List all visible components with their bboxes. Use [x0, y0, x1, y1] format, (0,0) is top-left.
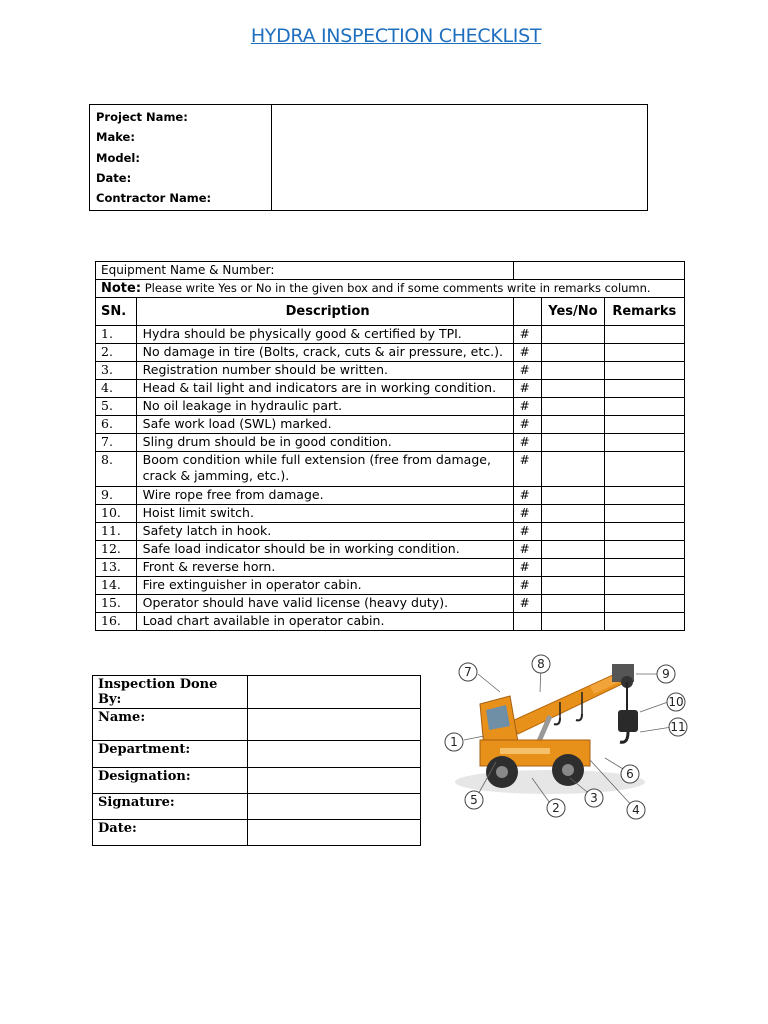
row-description: Registration number should be written.: [136, 362, 513, 380]
header-blank: [513, 298, 542, 326]
yes-no-cell[interactable]: [542, 613, 604, 631]
checklist-row: [96, 416, 685, 434]
signoff-field[interactable]: [248, 741, 421, 768]
header-yes-no: Yes/No: [542, 298, 604, 326]
crane-illustration: [440, 652, 700, 824]
signoff-row: [93, 676, 421, 709]
callout-number: 10: [668, 695, 684, 709]
yes-no-cell[interactable]: [542, 380, 604, 398]
remarks-cell[interactable]: [604, 380, 684, 398]
note-text: Please write Yes or No in the given box and if some comments write in remarks column.: [141, 281, 651, 295]
signoff-field[interactable]: [248, 768, 421, 794]
row-sn: 14.: [96, 577, 137, 595]
yes-no-cell[interactable]: [542, 577, 604, 595]
remarks-cell[interactable]: [604, 487, 684, 505]
yes-no-cell[interactable]: [542, 505, 604, 523]
yes-no-cell[interactable]: [542, 416, 604, 434]
row-sn: 5.: [96, 398, 137, 416]
row-description: No damage in tire (Bolts, crack, cuts & air pressure, etc.).: [136, 344, 513, 362]
row-sn: 2.: [96, 344, 137, 362]
page-title: HYDRA INSPECTION CHECKLIST: [250, 25, 542, 47]
remarks-cell[interactable]: [604, 595, 684, 613]
header-remarks: Remarks: [604, 298, 684, 326]
remarks-cell[interactable]: [604, 577, 684, 595]
yes-no-cell[interactable]: [542, 398, 604, 416]
signoff-field[interactable]: [248, 820, 421, 846]
row-mark: #: [513, 559, 542, 577]
row-sn: 13.: [96, 559, 137, 577]
row-sn: 12.: [96, 541, 137, 559]
yes-no-cell[interactable]: [542, 362, 604, 380]
row-mark: #: [513, 523, 542, 541]
row-description: Head & tail light and indicators are in working condition.: [136, 380, 513, 398]
row-sn: 1.: [96, 326, 137, 344]
yes-no-cell[interactable]: [542, 452, 604, 487]
row-mark: #: [513, 505, 542, 523]
project-info-table: [89, 104, 648, 211]
checklist-row: [96, 362, 685, 380]
row-mark: #: [513, 452, 542, 487]
checklist-row: [96, 595, 685, 613]
row-description: Load chart available in operator cabin.: [136, 613, 513, 631]
row-mark: [513, 613, 542, 631]
yes-no-cell[interactable]: [542, 326, 604, 344]
equipment-field[interactable]: [513, 262, 684, 280]
remarks-cell[interactable]: [604, 452, 684, 487]
note-label: Note:: [101, 281, 142, 296]
callout-number: 9: [662, 667, 670, 681]
checklist-row: [96, 452, 685, 487]
row-mark: #: [513, 541, 542, 559]
row-sn: 15.: [96, 595, 137, 613]
header-sn: SN.: [96, 298, 137, 326]
row-mark: #: [513, 344, 542, 362]
checklist-row: [96, 505, 685, 523]
row-description: Safe load indicator should be in working condition.: [136, 541, 513, 559]
row-description: Safe work load (SWL) marked.: [136, 416, 513, 434]
make-label: Make:: [96, 130, 135, 145]
row-mark: #: [513, 398, 542, 416]
yes-no-cell[interactable]: [542, 434, 604, 452]
checklist-row: [96, 326, 685, 344]
row-description: No oil leakage in hydraulic part.: [136, 398, 513, 416]
row-description: Hoist limit switch.: [136, 505, 513, 523]
checklist-row: [96, 541, 685, 559]
row-sn: 11.: [96, 523, 137, 541]
remarks-cell[interactable]: [604, 398, 684, 416]
row-description: Hydra should be physically good & certified by TPI.: [136, 326, 513, 344]
yes-no-cell[interactable]: [542, 487, 604, 505]
row-sn: 9.: [96, 487, 137, 505]
row-description: Operator should have valid license (heavy duty).: [136, 595, 513, 613]
signoff-label: Department:: [93, 741, 248, 768]
date-label: Date:: [96, 170, 132, 185]
signoff-label: Signature:: [93, 794, 248, 820]
yes-no-cell[interactable]: [542, 595, 604, 613]
equipment-label-cell: [96, 262, 514, 280]
signoff-field[interactable]: [248, 676, 421, 709]
row-sn: 16.: [96, 613, 137, 631]
row-description: Sling drum should be in good condition.: [136, 434, 513, 452]
signoff-label: Name:: [93, 709, 248, 741]
row-description: Wire rope free from damage.: [136, 487, 513, 505]
row-sn: 6.: [96, 416, 137, 434]
row-mark: #: [513, 326, 542, 344]
callout-number: 5: [470, 793, 478, 807]
note-row: [96, 280, 685, 298]
remarks-cell[interactable]: [604, 344, 684, 362]
contractor-name-label: Contractor Name:: [96, 191, 212, 206]
signoff-row: [93, 768, 421, 794]
row-mark: #: [513, 416, 542, 434]
signoff-field[interactable]: [248, 794, 421, 820]
signoff-label: Designation:: [93, 768, 248, 794]
signoff-label: Date:: [93, 820, 248, 846]
remarks-cell[interactable]: [604, 523, 684, 541]
signoff-field[interactable]: [248, 709, 421, 741]
signoff-label: Inspection Done By:: [93, 676, 248, 709]
row-description: Fire extinguisher in operator cabin.: [136, 577, 513, 595]
yes-no-cell[interactable]: [542, 344, 604, 362]
row-sn: 4.: [96, 380, 137, 398]
callout-number: 3: [590, 791, 598, 805]
row-sn: 8.: [96, 452, 137, 487]
yes-no-cell[interactable]: [542, 541, 604, 559]
project-info-field[interactable]: [272, 105, 648, 211]
signoff-row: [93, 709, 421, 741]
row-mark: #: [513, 362, 542, 380]
checklist-table: [95, 261, 685, 631]
yes-no-cell[interactable]: [542, 559, 604, 577]
remarks-cell[interactable]: [604, 434, 684, 452]
row-mark: #: [513, 595, 542, 613]
row-mark: #: [513, 434, 542, 452]
yes-no-cell[interactable]: [542, 523, 604, 541]
row-mark: #: [513, 380, 542, 398]
callout-number: 1: [450, 735, 458, 749]
remarks-cell[interactable]: [604, 416, 684, 434]
signoff-row: [93, 741, 421, 768]
equipment-label: Equipment Name & Number:: [101, 263, 275, 277]
checklist-row: [96, 613, 685, 631]
checklist-row: [96, 434, 685, 452]
row-mark: #: [513, 577, 542, 595]
checklist-row: [96, 344, 685, 362]
callout-number: 11: [670, 720, 686, 734]
remarks-cell[interactable]: [604, 613, 684, 631]
remarks-cell[interactable]: [604, 362, 684, 380]
callout-number: 2: [552, 801, 560, 815]
callout-number: 4: [632, 803, 640, 817]
model-label: Model:: [96, 150, 140, 165]
remarks-cell[interactable]: [604, 559, 684, 577]
callout-number: 7: [464, 665, 472, 679]
checklist-row: [96, 559, 685, 577]
project-labels: [90, 105, 272, 211]
row-mark: #: [513, 487, 542, 505]
project-name-label: Project Name:: [96, 110, 188, 124]
signoff-row: [93, 820, 421, 846]
checklist-row: [96, 487, 685, 505]
callout-number: 8: [537, 657, 545, 671]
remarks-cell[interactable]: [604, 326, 684, 344]
header-description: Description: [136, 298, 513, 326]
row-description: Safety latch in hook.: [136, 523, 513, 541]
row-sn: 7.: [96, 434, 137, 452]
row-sn: 10.: [96, 505, 137, 523]
header-row: [96, 298, 685, 326]
row-sn: 3.: [96, 362, 137, 380]
row-description: Front & reverse horn.: [136, 559, 513, 577]
callout-number: 6: [626, 767, 634, 781]
row-description: Boom condition while full extension (free from damage, crack & jamming, etc.).: [136, 452, 513, 487]
signoff-row: [93, 794, 421, 820]
signoff-table: [92, 675, 421, 846]
remarks-cell[interactable]: [604, 505, 684, 523]
checklist-row: [96, 577, 685, 595]
checklist-row: [96, 380, 685, 398]
checklist-row: [96, 523, 685, 541]
remarks-cell[interactable]: [604, 541, 684, 559]
checklist-row: [96, 398, 685, 416]
